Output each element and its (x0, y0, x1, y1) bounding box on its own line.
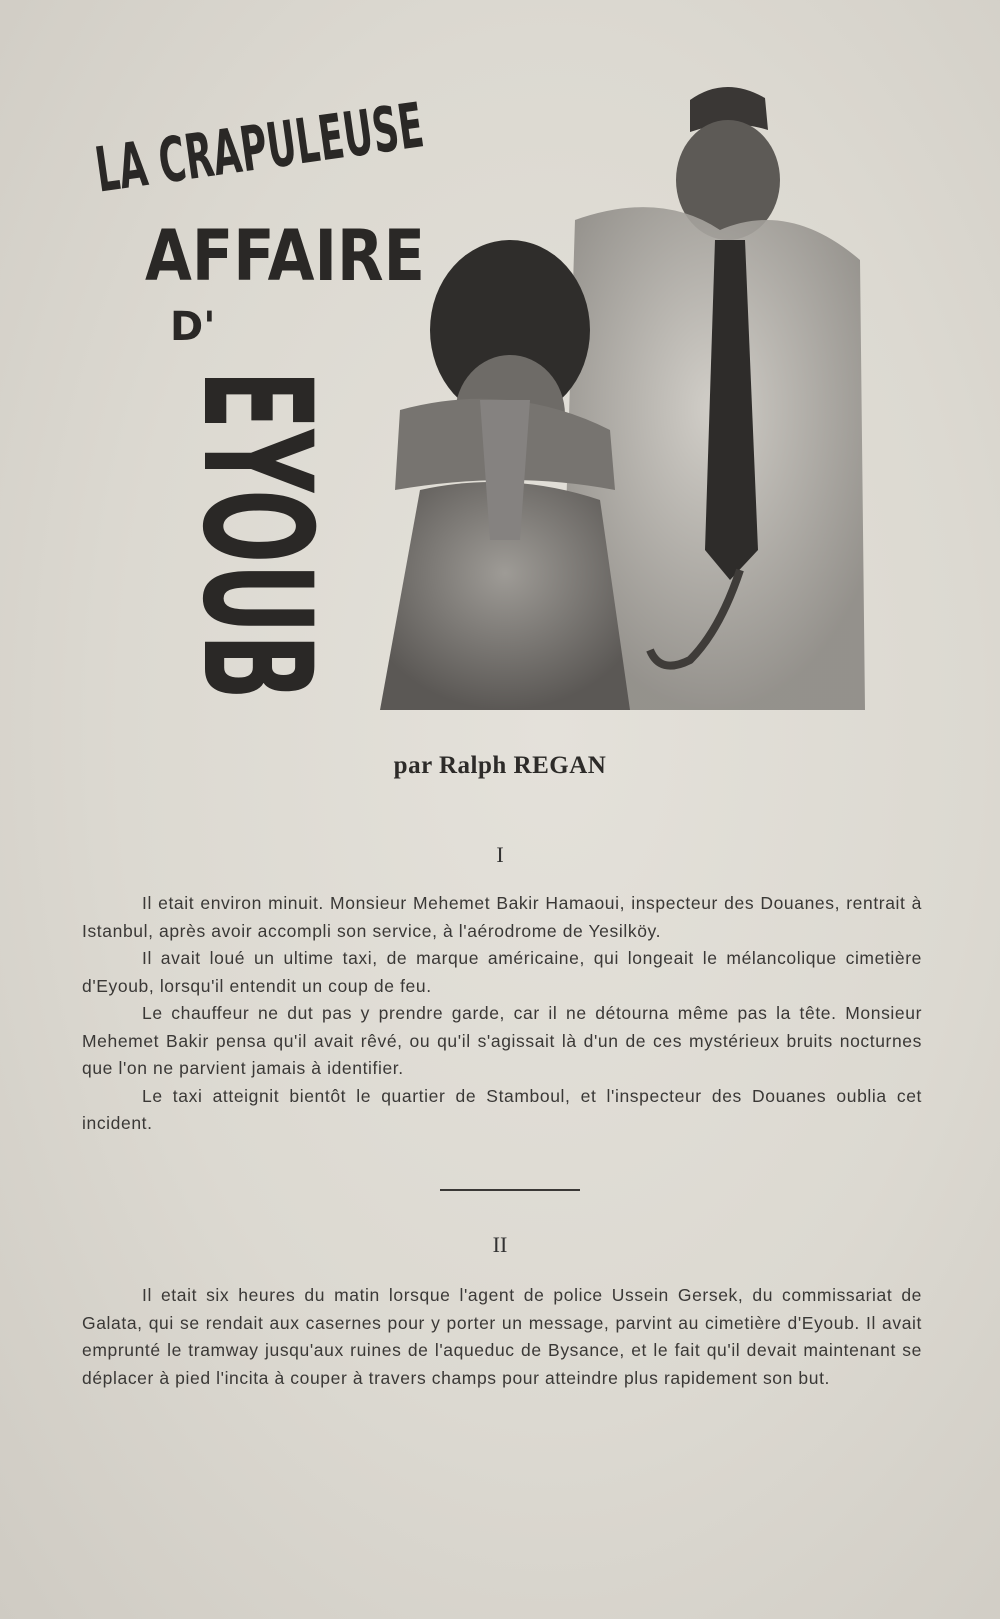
story-illustration (360, 70, 920, 720)
paragraph: Le chauffeur ne dut pas y prendre garde, car il ne détourna même pas la tête. Monsieur Mehemet Bakir pensa qu'il avait rêvé, ou qu'il s'agissait là d'un de ces mystérieux bruits nocturnes que l'on ne parvient jamais à identifier. (82, 1003, 922, 1078)
section-1-text (82, 890, 922, 1138)
section-divider (440, 1189, 580, 1191)
paragraph: Il avait loué un ultime taxi, de marque américaine, qui longeait le mélancolique cimetière d'Eyoub, lorsqu'il entendit un coup de feu. (82, 948, 922, 996)
byline: par Ralph REGAN (393, 752, 607, 779)
paragraph: Le taxi atteignit bientôt le quartier de Stamboul, et l'inspecteur des Douanes oublia cet incident. (82, 1085, 922, 1133)
title-line-3: D' (170, 304, 216, 350)
section-number-1: I (496, 842, 504, 867)
title-line-2: AFFAIRE (145, 215, 425, 297)
title-line-4: EYOUB (169, 370, 343, 940)
paragraph: Il etait six heures du matin lorsque l'agent de police Ussein Gersek, du commissariat de Galata, qui se rendait aux casernes pour y porter un message, parvint au cimetière d'Eyoub. Il avait emprunté le tramway jusqu'aux ruines de l'aqueduc de Bysance, et le fait qu'il devait maintenant se déplacer à pied l'incita à couper à travers champs pour atteindre plus rapidement son but. (82, 1285, 922, 1388)
paragraph: Il etait environ minuit. Monsieur Mehemet Bakir Hamaoui, inspecteur des Douanes, rentrait à Istanbul, après avoir accompli son service, à l'aérodrome de Yesilköy. (82, 893, 922, 941)
section-number-2: II (492, 1232, 508, 1257)
section-2-text (82, 1282, 922, 1392)
title-line-1: LA CRAPULEUSE (90, 55, 661, 207)
